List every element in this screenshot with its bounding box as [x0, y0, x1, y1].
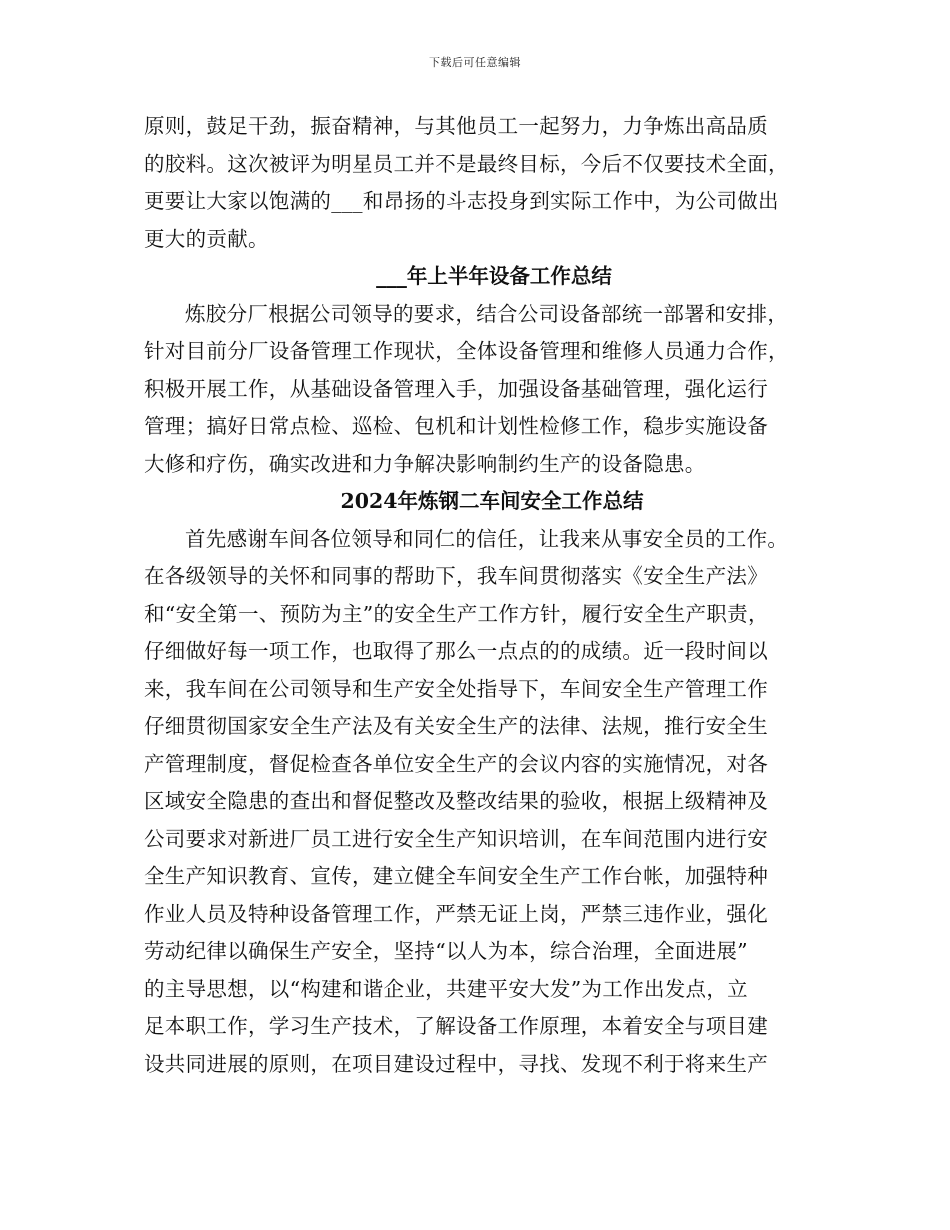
text-line: 针对目前分厂设备管理工作现状，全体设备管理和维修人员通力合作，	[144, 339, 789, 363]
text-line: 管理；搞好日常点检、巡检、包机和计划性检修工作，稳步实施设备	[144, 414, 768, 438]
text-line: 劳动纪律以确保生产安全，坚持“以人为本，综合治理，全面进展”	[144, 939, 748, 963]
document-body	[144, 108, 824, 1083]
text-line: 和“安全第一、预防为主”的安全生产工作方针，履行安全生产职责，	[144, 601, 769, 626]
text-line: 公司要求对新进厂员工进行安全生产知识培训，在车间范围内进行安	[144, 826, 768, 851]
paragraph-equipment	[144, 296, 824, 484]
paragraph-safety	[144, 521, 824, 1084]
text-line: 仔细做好每一项工作，也取得了那么一点点的的成绩。近一段时间以	[144, 639, 768, 663]
text-line: 炼胶分厂根据公司领导的要求，结合公司设备部统一部署和安排，	[185, 301, 789, 326]
text-line: 更大的贡献。	[144, 226, 269, 251]
text-line: 全生产知识教育、宣传，建立健全车间安全生产工作台帐，加强特种	[144, 864, 768, 888]
page-header: 下载后可任意编辑	[429, 56, 521, 69]
text-line: 首先感谢车间各位领导和同仁的信任，让我来从事安全员的工作。	[185, 526, 789, 551]
text-line: 的胶料。这次被评为明星员工并不是最终目标，今后不仅要技术全面，	[144, 151, 789, 176]
text-line: 更要让大家以饱满的___和昂扬的斗志投身到实际工作中，为公司做出	[144, 189, 779, 213]
paragraph-continued	[144, 108, 824, 258]
text-line: 仔细贯彻国家安全生产法及有关安全生产的法律、法规，推行安全生	[144, 714, 768, 738]
text-line: 足本职工作，学习生产技术，了解设备工作原理，本着安全与项目建	[144, 1014, 768, 1038]
section-title-safety: 2024年炼钢二车间安全工作总结	[340, 489, 644, 513]
text-line: 的主导思想，以“构建和谐企业，共建平安大发”为工作出发点，立	[144, 976, 748, 1001]
text-line: 大修和疗伤，确实改进和力争解决影响制约生产的设备隐患。	[144, 451, 706, 476]
text-line: 原则，鼓足干劲，振奋精神，与其他员工一起努力，力争炼出高品质	[144, 114, 768, 138]
text-line: 作业人员及特种设备管理工作，严禁无证上岗，严禁三违作业，强化	[144, 901, 768, 926]
text-line: 区域安全隐患的查出和督促整改及整改结果的验收，根据上级精神及	[144, 789, 768, 813]
text-line: 积极开展工作，从基础设备管理入手，加强设备基础管理，强化运行	[144, 376, 768, 401]
text-line: 产管理制度，督促检查各单位安全生产的会议内容的实施情况，对各	[144, 751, 768, 776]
text-line: 来，我车间在公司领导和生产安全处指导下，车间安全生产管理工作	[144, 676, 768, 701]
text-line: 在各级领导的关怀和同事的帮助下，我车间贯彻落实《安全生产法》	[144, 564, 768, 588]
section-title-equipment: ___年上半年设备工作总结	[376, 264, 612, 288]
text-line: 设共同进展的原则，在项目建设过程中，寻找、发现不利于将来生产	[144, 1051, 768, 1076]
